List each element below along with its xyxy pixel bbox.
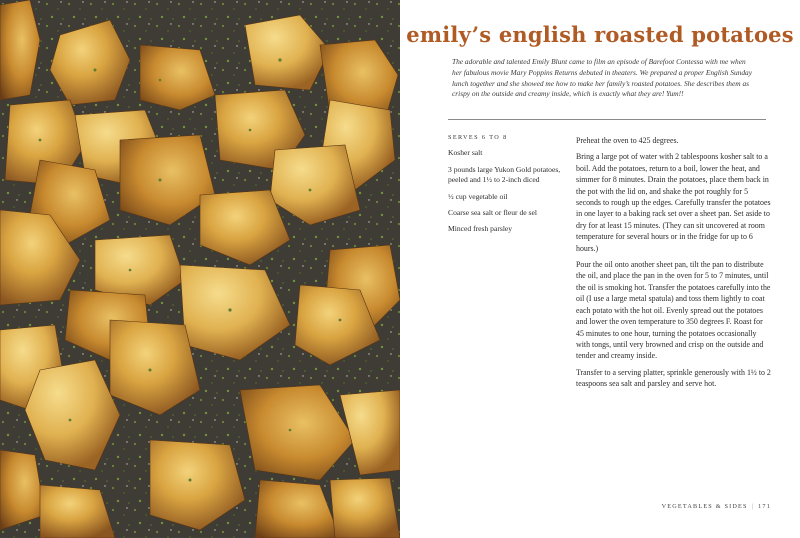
recipe-title: emily’s english roasted potatoes <box>406 22 794 47</box>
footer-separator: | <box>751 503 755 510</box>
ingredient-item: Coarse sea salt or fleur de sel <box>448 208 537 218</box>
method-step: Transfer to a serving platter, sprinkle generously with 1½ to 2 teaspoons sea salt and parsley and serve hot. <box>576 367 771 389</box>
method-step: Bring a large pot of water with 2 tablespoons kosher salt to a boil. Add the potatoes, return to a boil, lower the heat, and simmer for 8 minutes. Drain the potatoes, place them back in the pot with the lid on, and shake the pot roughly for 5 seconds to rough up the edges. Carefully transfer the potatoes in one layer to a baking rack set over a sheet pan. Set aside to dry for at least 15 minutes. (They can sit uncovered at room temperature for several hours or in the fridge for up to 6 hours.) <box>576 152 771 253</box>
ingredient-item: Kosher salt <box>448 148 483 158</box>
serves-label: SERVES 6 TO 8 <box>448 134 508 141</box>
page-number: 171 <box>758 503 771 510</box>
method-column <box>576 135 772 395</box>
ingredient-item: ½ cup vegetable oil <box>448 191 508 201</box>
recipe-intro: The adorable and talented Emily Blunt came to film an episode of Barefoot Contessa with me when her fabulous movie Mary Poppins Returns debuted in theaters. We prepared a proper English Sunday lunch together and she showed me how to make her family’s roasted potatoes. She describes them as crispy on the outside and creamy inside, which is exactly what they are! Yum!! <box>452 57 753 99</box>
method-step: Pour the oil onto another sheet pan, tilt the pan to distribute the oil, and place the pan in the oven for 5 to 7 minutes, until the oil is smoking hot. Transfer the potatoes carefully into the oil (I use a large metal spatula) and toss them lightly to coat each potato with the hot oil. Evenly spread out the potatoes and lower the oven temperature to 350 degrees F. Roast for 45 minutes to one hour, turning the potatoes occasionally with tongs, until very browned and crisp on the outside and tender and creamy inside. <box>576 260 771 361</box>
ingredient-item: Minced fresh parsley <box>448 224 513 234</box>
ingredients-column <box>448 133 568 241</box>
divider-rule <box>448 119 766 120</box>
method-step: Preheat the oven to 425 degrees. <box>576 136 679 145</box>
section-label: VEGETABLES & SIDES <box>661 503 748 510</box>
ingredient-item: 3 pounds large Yukon Gold potatoes, peeled and 1½ to 2-inch diced <box>448 164 561 185</box>
page-footer <box>662 503 771 510</box>
ingredients-list <box>448 148 568 234</box>
recipe-page <box>400 0 800 538</box>
